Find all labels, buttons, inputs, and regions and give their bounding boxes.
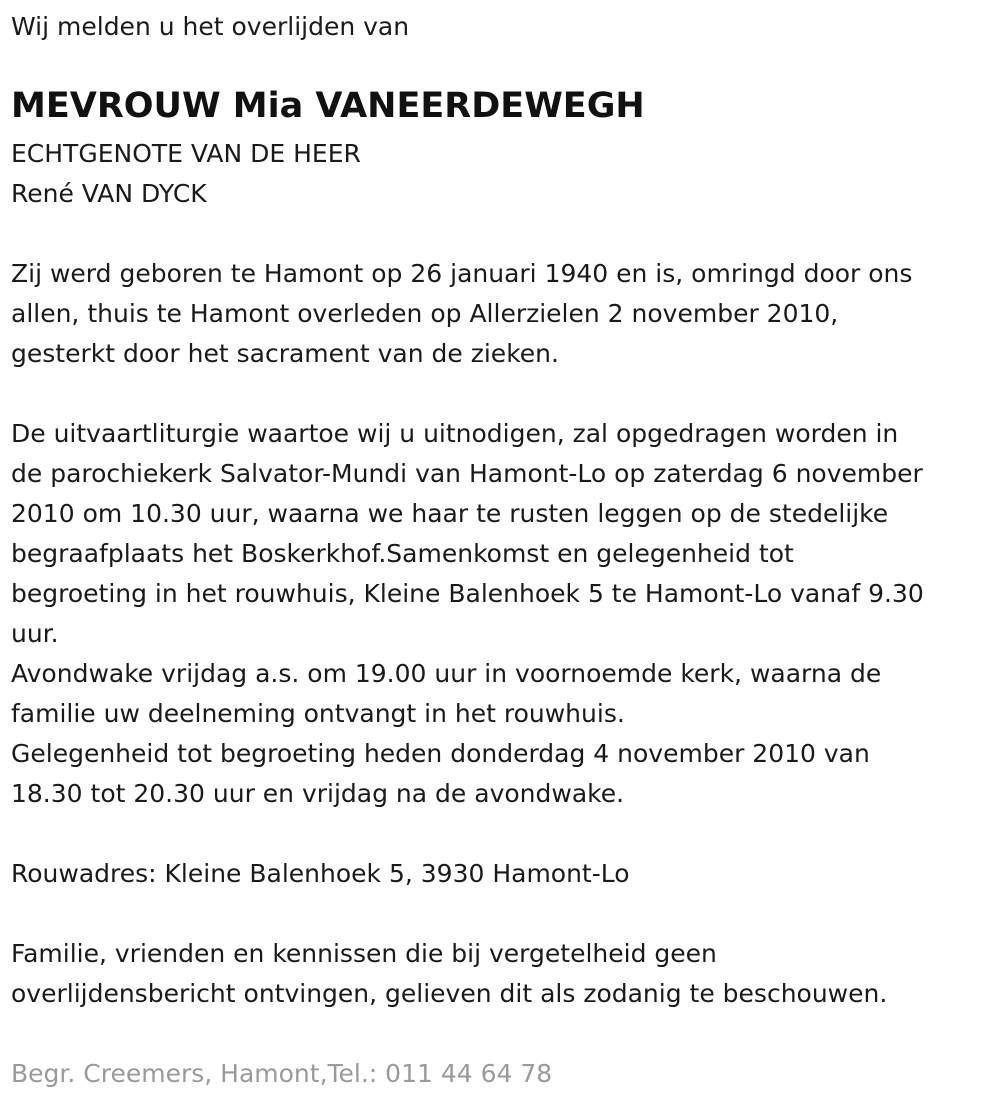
undertaker-info: Begr. Creemers, Hamont,Tel.: 011 44 64 78 (11, 1059, 553, 1088)
paragraph-line: gesterkt door het sacrament van de zieken. (11, 339, 559, 368)
mourning-address: Rouwadres: Kleine Balenhoek 5, 3930 Hamont-Lo (11, 859, 630, 888)
paragraph-line: De uitvaartliturgie waartoe wij u uitnodigen, zal opgedragen worden in (11, 419, 899, 448)
deceased-name: MEVROUW Mia VANEERDEWEGH (11, 86, 645, 126)
birth-death-paragraph (11, 254, 912, 374)
paragraph-line: de parochiekerk Salvator-Mundi van Hamont-Lo op zaterdag 6 november (11, 459, 923, 488)
paragraph-line: begroeting in het rouwhuis, Kleine Balenhoek 5 te Hamont-Lo vanaf 9.30 (11, 579, 924, 608)
closing-paragraph (11, 934, 887, 1014)
paragraph-line: overlijdensbericht ontvingen, gelieven dit als zodanig te beschouwen. (11, 979, 888, 1008)
paragraph-line: 2010 om 10.30 uur, waarna we haar te rusten leggen op de stedelijke (11, 499, 889, 528)
spouse-name: René VAN DYCK (11, 179, 207, 208)
paragraph-line: Familie, vrienden en kennissen die bij vergetelheid geen (11, 939, 717, 968)
paragraph-line: Gelegenheid tot begroeting heden donderdag 4 november 2010 van (11, 739, 870, 768)
funeral-paragraph (11, 414, 924, 814)
spouse-title: ECHTGENOTE VAN DE HEER (11, 139, 361, 168)
paragraph-line: begraafplaats het Boskerkhof.Samenkomst en gelegenheid tot (11, 539, 794, 568)
paragraph-line: Avondwake vrijdag a.s. om 19.00 uur in voornoemde kerk, waarna de (11, 659, 882, 688)
address-block (11, 854, 630, 894)
spouse-block (11, 134, 361, 214)
intro-text: Wij melden u het overlijden van (11, 12, 410, 41)
paragraph-line: Zij werd geboren te Hamont op 26 januari 1940 en is, omringd door ons (11, 259, 913, 288)
paragraph-line: familie uw deelneming ontvangt in het rouwhuis. (11, 699, 625, 728)
paragraph-line: allen, thuis te Hamont overleden op Allerzielen 2 november 2010, (11, 299, 839, 328)
paragraph-line: uur. (11, 619, 59, 648)
paragraph-line: 18.30 tot 20.30 uur en vrijdag na de avondwake. (11, 779, 625, 808)
